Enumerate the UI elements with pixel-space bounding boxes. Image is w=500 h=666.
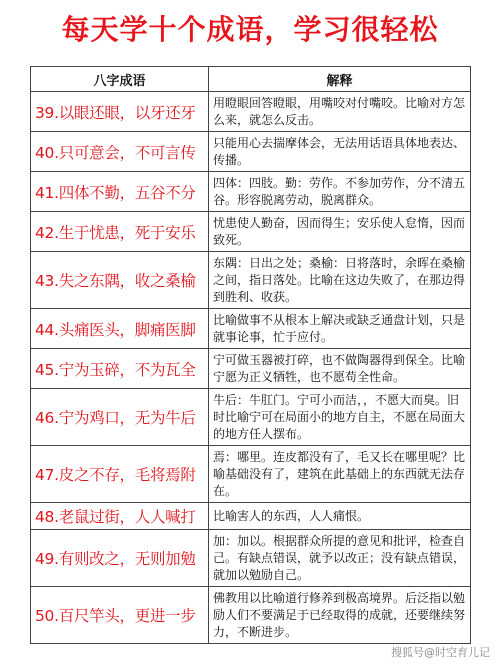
idiom-cell: 47.皮之不存，毛将焉附 xyxy=(31,446,209,503)
idiom-cell: 43.失之东隅，收之桑榆 xyxy=(31,252,209,309)
idiom-cell: 49.有则改之，无则加勉 xyxy=(31,530,209,587)
meaning-cell: 比喻害人的东西，人人痛恨。 xyxy=(209,503,471,530)
idiom-cell: 42.生于忧患，死于安乐 xyxy=(31,212,209,252)
idiom-table xyxy=(30,66,471,644)
meaning-cell: 比喻做事不从根本上解决或缺乏通盘计划，只是就事论事，忙于应付。 xyxy=(209,309,471,349)
idiom-cell: 39.以眼还眼，以牙还牙 xyxy=(31,92,209,132)
table-row xyxy=(31,172,471,212)
meaning-cell: 东隅：日出之处；桑榆：日将落时，余晖在桑榆之间，指日落处。比喻在这边失败了，在那边得到胜利、收获。 xyxy=(209,252,471,309)
idiom-cell: 50.百尺竿头，更进一步 xyxy=(31,587,209,644)
table-row xyxy=(31,503,471,530)
idiom-cell: 40.只可意会，不可言传 xyxy=(31,132,209,172)
idiom-cell: 44.头痛医头，脚痛医脚 xyxy=(31,309,209,349)
column-header-idiom: 八字成语 xyxy=(31,67,209,92)
idiom-cell: 48.老鼠过街，人人喊打 xyxy=(31,503,209,530)
meaning-cell: 忧患使人勤奋，因而得生；安乐使人怠惰，因而致死。 xyxy=(209,212,471,252)
table-row xyxy=(31,349,471,389)
idiom-cell: 41.四体不勤，五谷不分 xyxy=(31,172,209,212)
table-row xyxy=(31,92,471,132)
table-row xyxy=(31,309,471,349)
idiom-cell: 46.宁为鸡口，无为牛后 xyxy=(31,389,209,446)
table-row xyxy=(31,530,471,587)
table-header-row xyxy=(31,67,471,92)
table-row xyxy=(31,587,471,644)
table-row xyxy=(31,389,471,446)
column-header-meaning: 解释 xyxy=(209,67,471,92)
meaning-cell: 佛教用以比喻道行修养到极高境界。后泛指以勉励人们不要满足于已经取得的成就，还要继续努力，不断进步。 xyxy=(209,587,471,644)
page-title: 每天学十个成语，学习很轻松 xyxy=(61,13,439,46)
meaning-cell: 牛后：牛肛门。宁可小而洁，，不愿大而臭。旧时比喻宁可在局面小的地方自主，不愿在局面大的地方任人摆布。 xyxy=(209,389,471,446)
meaning-cell: 只能用心去揣摩体会，无法用话语具体地表达、传播。 xyxy=(209,132,471,172)
table-row xyxy=(31,132,471,172)
meaning-cell: 宁可做玉器被打碎，也不做陶器得到保全。比喻宁愿为正义牺牲，也不愿苟全性命。 xyxy=(209,349,471,389)
table-row xyxy=(31,212,471,252)
meaning-cell: 用瞪眼回答瞪眼，用嘴咬对付嘴咬。比喻对方怎么来，就怎么反击。 xyxy=(209,92,471,132)
idiom-cell: 45.宁为玉碎，不为瓦全 xyxy=(31,349,209,389)
table-row xyxy=(31,252,471,309)
meaning-cell: 焉：哪里。连皮都没有了，毛又长在哪里呢？比喻基础没有了，建筑在此基础上的东西就无法存在。 xyxy=(209,446,471,503)
meaning-cell: 四体：四肢。勤：劳作。不参加劳作，分不清五谷。形容脱离劳动，脱离群众。 xyxy=(209,172,471,212)
meaning-cell: 加：加以。根据群众所提的意见和批评，检查自己。有缺点错误，就予以改正；没有缺点错误，就加以勉励自己。 xyxy=(209,530,471,587)
table-row xyxy=(31,446,471,503)
watermark: 搜狐号@时空育儿记 xyxy=(391,646,490,659)
